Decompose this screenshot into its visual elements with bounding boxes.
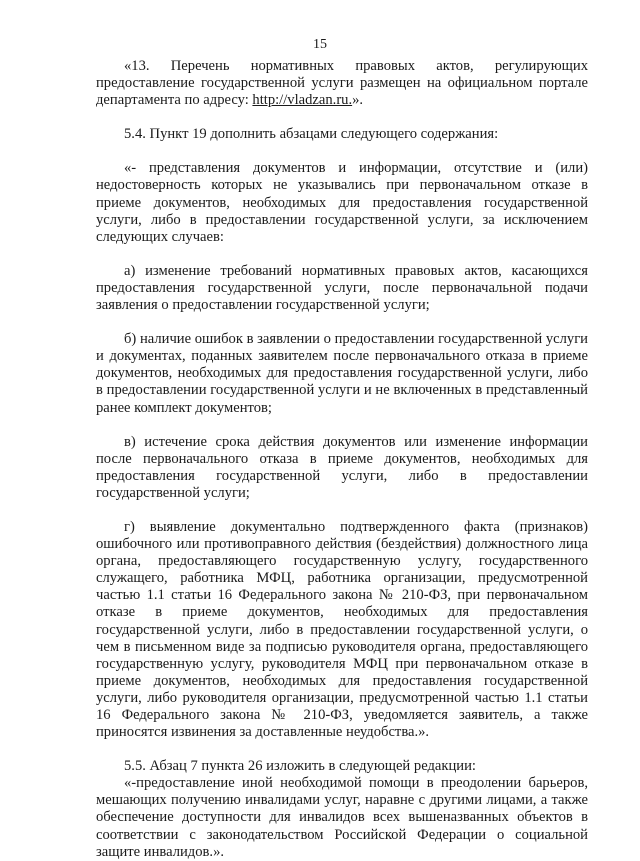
portal-link[interactable]: http://vladzan.ru. <box>252 92 353 109</box>
paragraph-13-text: «13. Перечень нормативных правовых актов, регулирующих предоставление государственной услуги размещен на официальном портале департамента по адресу: <box>96 58 588 109</box>
item-b: б) наличие ошибок в заявлении о предоставлении государственной услуги и документах, поданных заявителем после первоначального отказа в приеме документов, необходимых для предоставления государственной услуги, либо в предоставлении государственной услуги и не включенных в представленный ранее комплект документов; <box>96 331 588 416</box>
section-5-5-text: «-предоставление иной необходимой помощи в преодолении барьеров, мешающих получению инвалидами услуг, наравне с другими лицами, а также обеспечение доступности для инвалидов всех вышеназванных объектов в соответствии с законодательством Российской Федерации о социальной защите инвалидов.». <box>96 775 588 860</box>
item-v: в) истечение срока действия документов или изменение информации после первоначального отказа в приеме документов, необходимых для предоставления государственной услуги, либо в предоставлении государственной услуги; <box>96 433 588 501</box>
paragraph-13 <box>96 58 588 109</box>
page-number: 15 <box>313 37 327 52</box>
section-5-4-heading: 5.4. Пункт 19 дополнить абзацами следующего содержания: <box>124 126 499 143</box>
section-5-5-heading: 5.5. Абзац 7 пункта 26 изложить в следующей редакции: <box>124 758 476 775</box>
paragraph-13-tail: ». <box>352 92 364 109</box>
item-g: г) выявление документально подтвержденного факта (признаков) ошибочного или противоправного действия (бездействия) должностного лица органа, предоставляющего государственную услугу, государственного служащего, работника МФЦ, работника организации, предусмотренной частью 1.1 статьи 16 Федерального закона № 210-ФЗ, при первоначальном отказе в приеме документов, необходимых для предоставления государственной услуги, либо в предоставлении государственной услуги, о чем в письменном виде за подписью руководителя органа, предоставляющего государственную услугу, руководителя МФЦ при первоначальном отказе в приеме документов, необходимых для предоставления государственной услуги, либо руководителя организации, предусмотренной частью 1.1 статьи 16 Федерального закона № 210-ФЗ, уведомляется заявитель, а также приносятся извинения за доставленные неудобства.». <box>96 518 588 741</box>
document-body <box>96 58 588 861</box>
item-a: а) изменение требований нормативных правовых актов, касающихся предоставления государственной услуги, после первоначальной подачи заявления о предоставлении государственной услуги; <box>96 262 588 314</box>
section-5-4-intro: «- представления документов и информации, отсутствие и (или) недостоверность которых не указывались при первоначальном отказе в приеме документов, необходимых для предоставления государственной услуги, либо в предоставлении государственной услуги, за исключением следующих случаев: <box>96 160 588 245</box>
